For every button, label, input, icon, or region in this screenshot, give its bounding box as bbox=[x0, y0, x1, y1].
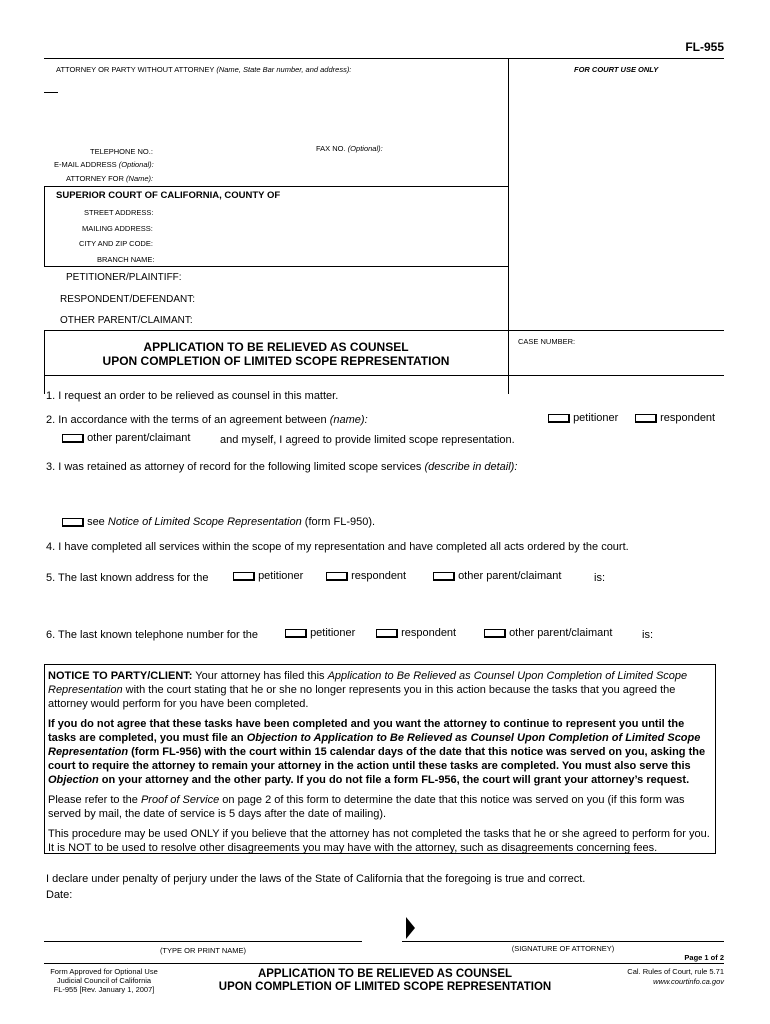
attorney-bottom-border bbox=[44, 186, 508, 187]
branch-name-label: BRANCH NAME: bbox=[97, 255, 155, 264]
other-parent-label: OTHER PARENT/CLAIMANT: bbox=[60, 315, 193, 326]
courtinfo-link[interactable]: www.courtinfo.ca.gov bbox=[653, 977, 724, 986]
notice-paragraph-4: This procedure may be used ONLY if you believe that the attorney has not completed the tasks that he or she agreed to perform for you. It is NOT to be used to resolve other disagreements you may have with the attorney, such as disagreements concerning fees. bbox=[48, 828, 710, 854]
item-2-respondent-option: respondent bbox=[635, 412, 715, 424]
item-6-other-option: other parent/claimant bbox=[484, 627, 612, 639]
item-1: 1. I request an order to be relieved as counsel in this matter. bbox=[46, 390, 339, 402]
declaration: I declare under penalty of perjury under the laws of the State of California that the foregoing is true and correct. bbox=[46, 873, 586, 885]
item-6-other-parent-checkbox[interactable] bbox=[484, 629, 506, 638]
street-address-label: STREET ADDRESS: bbox=[84, 208, 154, 217]
telephone-label: TELEPHONE NO.: bbox=[90, 147, 153, 156]
date-label: Date: bbox=[46, 889, 73, 901]
item-3-see-option: see Notice of Limited Scope Representation (form FL-950). bbox=[62, 516, 375, 528]
title-bottom-border bbox=[44, 375, 724, 376]
form-approved: Form Approved for Optional Use Judicial Council of California FL-955 [Rev. January 1, 2007] bbox=[50, 967, 158, 994]
item-6-petitioner-option: petitioner bbox=[285, 627, 355, 639]
parties-bottom-border bbox=[44, 330, 724, 331]
item-3: 3. I was retained as attorney of record for the following limited scope services (describe in detail): bbox=[46, 461, 518, 473]
item-5-other-parent-checkbox[interactable] bbox=[433, 572, 455, 581]
item-2-other-option: other parent/claimant bbox=[62, 432, 190, 444]
name-line bbox=[44, 941, 362, 942]
item-6-respondent-option: respondent bbox=[376, 627, 456, 639]
notice-paragraph-1: NOTICE TO PARTY/CLIENT: Your attorney has filed this Application to Be Relieved as Counsel Upon Completion of Limited Scope Representation with the court stating that he or she no longer represents you in this action because the tasks that you agreed the attorney would perform for you have been completed. bbox=[48, 670, 688, 710]
see-notice-checkbox[interactable] bbox=[62, 518, 84, 527]
footer-line bbox=[44, 963, 724, 964]
item-2-petitioner-option: petitioner bbox=[548, 412, 618, 424]
notice-paragraph-2: If you do not agree that these tasks have been completed and you want the attorney to continue to represent you until the tasks are completed, you must file an Objection to Application to Be Relieved as Counsel Upon Completion of Limited Scope Representation (form FL-956) with the court within 15 calendar days of the date that this notice was served on you, asking the court to require the attorney to remain your attorney in the action until these tasks are completed. You must also serve this Objection on your attorney and the other party. If you do not file a form FL-956, the court will grant your attorney’s request. bbox=[48, 718, 706, 786]
court-use-label: FOR COURT USE ONLY bbox=[574, 65, 659, 74]
item-5: 5. The last known address for the bbox=[46, 572, 209, 584]
item-6-is: is: bbox=[642, 629, 653, 641]
attorney-label: ATTORNEY OR PARTY WITHOUT ATTORNEY (Name, State Bar number, and address): bbox=[56, 65, 352, 74]
item-5-respondent-checkbox[interactable] bbox=[326, 572, 348, 581]
item-5-petitioner-checkbox[interactable] bbox=[233, 572, 255, 581]
notice-box bbox=[44, 664, 716, 854]
signature-line bbox=[402, 941, 724, 942]
signature-label: (SIGNATURE OF ATTORNEY) bbox=[511, 944, 615, 953]
item-5-respondent-option: respondent bbox=[326, 570, 406, 582]
item-2-other-parent-checkbox[interactable] bbox=[62, 434, 84, 443]
item-2-post: and myself, I agreed to provide limited scope representation. bbox=[220, 434, 515, 446]
item-6: 6. The last known telephone number for the bbox=[46, 629, 258, 641]
attorney-for-label: ATTORNEY FOR (Name): bbox=[66, 174, 154, 183]
item-4: 4. I have completed all services within the scope of my representation and have completed all acts ordered by the court. bbox=[46, 541, 629, 553]
rules-of-court: Cal. Rules of Court, rule 5.71 www.courtinfo.ca.gov bbox=[627, 967, 724, 986]
item-6-petitioner-checkbox[interactable] bbox=[285, 629, 307, 638]
item-2-petitioner-checkbox[interactable] bbox=[548, 414, 570, 423]
respondent-label: RESPONDENT/DEFENDANT: bbox=[60, 294, 196, 305]
item-5-is: is: bbox=[594, 572, 605, 584]
email-label: E-MAIL ADDRESS (Optional): bbox=[54, 160, 154, 169]
item-5-other-option: other parent/claimant bbox=[433, 570, 561, 582]
item-2: 2. In accordance with the terms of an agreement between (name): bbox=[46, 414, 368, 426]
type-name-label: (TYPE OR PRINT NAME) bbox=[159, 946, 247, 955]
footer-title: APPLICATION TO BE RELIEVED AS COUNSEL UPON COMPLETION OF LIMITED SCOPE REPRESENTATION bbox=[218, 968, 552, 993]
case-number-label: CASE NUMBER: bbox=[518, 337, 576, 346]
court-left-border bbox=[44, 186, 45, 266]
item-6-respondent-checkbox[interactable] bbox=[376, 629, 398, 638]
city-zip-label: CITY AND ZIP CODE: bbox=[79, 239, 153, 248]
form-number: FL-955 bbox=[685, 40, 724, 54]
notice-paragraph-3: Please refer to the Proof of Service on page 2 of this form to determine the date that this notice was served on you (if this form was served by mail, the date of service is 5 days after the date of mailing). bbox=[48, 794, 685, 820]
page-number: Page 1 of 2 bbox=[684, 953, 724, 962]
petitioner-label: PETITIONER/PLAINTIFF: bbox=[66, 272, 182, 283]
top-border bbox=[44, 58, 724, 59]
page-title: APPLICATION TO BE RELIEVED AS COUNSEL UPON COMPLETION OF LIMITED SCOPE REPRESENTATION bbox=[102, 340, 450, 368]
attorney-mark bbox=[44, 92, 58, 93]
court-use-divider bbox=[508, 58, 509, 394]
item-5-petitioner-option: petitioner bbox=[233, 570, 303, 582]
court-bottom-border bbox=[44, 266, 508, 267]
item-2-respondent-checkbox[interactable] bbox=[635, 414, 657, 423]
signature-arrow-icon bbox=[406, 917, 416, 939]
court-title: SUPERIOR COURT OF CALIFORNIA, COUNTY OF bbox=[56, 190, 281, 201]
fax-label: FAX NO. (Optional): bbox=[316, 144, 383, 153]
mailing-address-label: MAILING ADDRESS: bbox=[82, 224, 153, 233]
